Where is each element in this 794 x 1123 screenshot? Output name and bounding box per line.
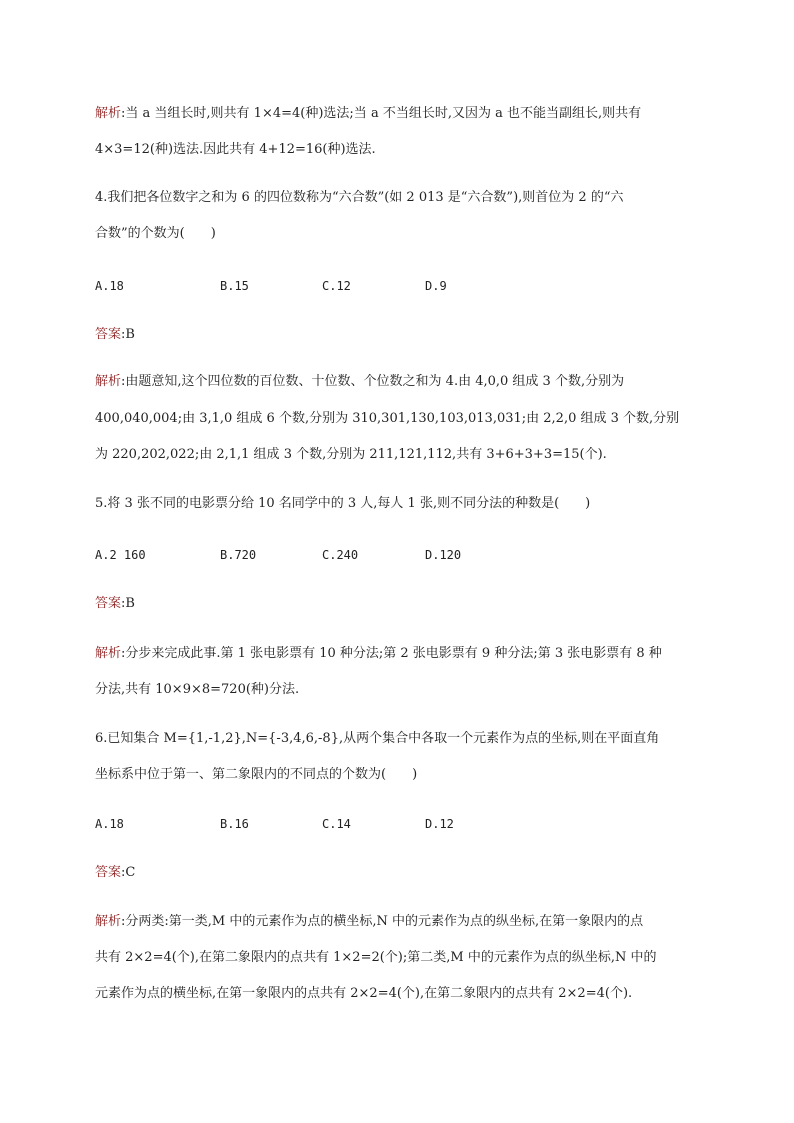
analysis-label: 解析	[95, 646, 122, 661]
q4-explanation-line-1: 解析:由题意知,这个四位数的百位数、十位数、个位数之和为 4.由 4,0,0 组成 3 个数,分别为	[95, 374, 625, 389]
q6-option-a: A.18	[95, 817, 124, 831]
q4-explanation-line-2: 400,040,004;由 3,1,0 组成 6 个数,分别为 310,301,130,103,013,031;由 2,2,0 组成 3 个数,分别	[95, 411, 680, 426]
q5-answer: 答案:B	[95, 596, 135, 611]
q6-stem-line-2: 坐标系中位于第一、第二象限内的不同点的个数为( )	[95, 767, 418, 782]
q3-explanation-line-2: 4×3=12(种)选法.因此共有 4+12=16(种)选法.	[95, 142, 376, 157]
answer-label: 答案	[95, 596, 122, 611]
analysis-label: 解析	[95, 374, 122, 389]
q5-explanation-line-1: 解析:分步来完成此事.第 1 张电影票有 10 种分法;第 2 张电影票有 9 种分法;第 3 张电影票有 8 种	[95, 646, 662, 661]
q5-option-c: C.240	[322, 548, 359, 562]
q6-option-c: C.14	[322, 817, 351, 831]
q5-option-d: D.120	[425, 548, 462, 562]
q6-option-d: D.12	[425, 817, 454, 831]
q4-option-c: C.12	[322, 279, 351, 293]
q4-option-d: D.9	[425, 279, 447, 293]
q4-option-a: A.18	[95, 279, 124, 293]
q5-stem-line-1: 5.将 3 张不同的电影票分给 10 名同学中的 3 人,每人 1 张,则不同分法的种数是( )	[95, 496, 591, 511]
q4-explanation-line-3: 为 220,202,022;由 2,1,1 组成 3 个数,分别为 211,121,112,共有 3+6+3+3=15(个).	[95, 447, 607, 462]
q5-option-b: B.720	[220, 548, 257, 562]
q4-answer: 答案:B	[95, 327, 135, 342]
q4-option-b: B.15	[220, 279, 249, 293]
q6-answer-value: C	[125, 865, 136, 880]
q3-explanation-line-1: 解析:当 a 当组长时,则共有 1×4=4(种)选法;当 a 不当组长时,又因为 a 也不能当副组长,则共有	[95, 106, 642, 121]
q6-answer: 答案:C	[95, 865, 136, 880]
q6-explanation-line-1: 解析:分两类:第一类,M 中的元素作为点的横坐标,N 中的元素作为点的纵坐标,在第一象限内的点	[95, 914, 644, 929]
q4-stem-line-1: 4.我们把各位数字之和为 6 的四位数称为“六合数”(如 2 013 是“六合数”),则首位为 2 的“六	[95, 190, 624, 205]
analysis-label: 解析	[95, 914, 122, 929]
analysis-label: 解析	[95, 106, 122, 121]
q5-explanation-line-2: 分法,共有 10×9×8=720(种)分法.	[95, 682, 300, 697]
q6-explanation-line-2: 共有 2×2=4(个),在第二象限内的点共有 1×2=2(个);第二类,M 中的元素作为点的纵坐标,N 中的	[95, 950, 657, 965]
answer-label: 答案	[95, 327, 122, 342]
q5-answer-value: B	[125, 596, 135, 611]
q6-option-b: B.16	[220, 817, 249, 831]
q4-stem-line-2: 合数”的个数为( )	[95, 226, 216, 241]
q6-stem-line-1: 6.已知集合 M={1,-1,2},N={-3,4,6,-8},从两个集合中各取一个元素作为点的坐标,则在平面直角	[95, 731, 660, 746]
q5-option-a: A.2 160	[95, 548, 146, 562]
q4-answer-value: B	[125, 327, 135, 342]
answer-label: 答案	[95, 865, 122, 880]
q6-explanation-line-3: 元素作为点的横坐标,在第一象限内的点共有 2×2=4(个),在第二象限内的点共有 2×2=4(个).	[95, 986, 633, 1001]
